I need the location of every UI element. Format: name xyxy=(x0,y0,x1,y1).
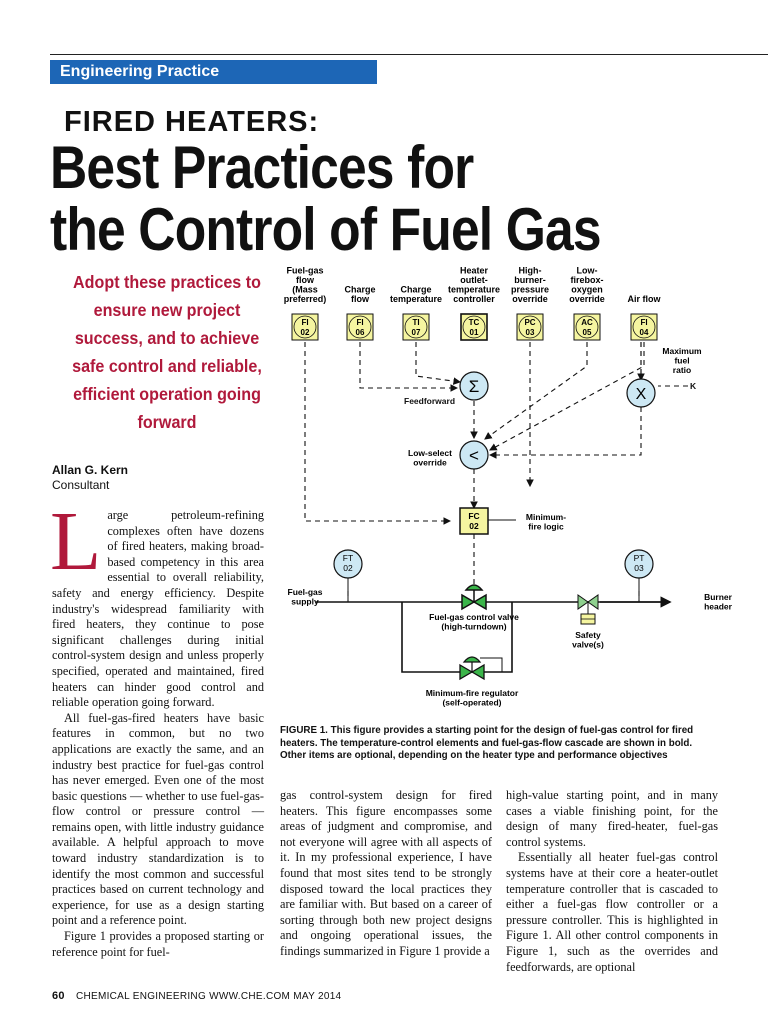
supply-label-line: supply xyxy=(291,596,319,607)
instrument-tag: FI xyxy=(640,318,648,327)
instrument-number: 06 xyxy=(355,328,365,337)
low-select-symbol: < xyxy=(469,446,479,465)
sv-label-line: Safety xyxy=(575,630,601,640)
paragraph: arge petroleum-refining complexes often have dozens of fired heaters, making broad-based competency in this area essential to overall reliability, safety and energy efficiency. Despite industry's widespread familiarity with fired heaters, they continue to pose significant challenges during initial control-system design and unless properly specified, operated and maintained, fired heaters can hinder good control and reliable operation going forward. xyxy=(52,508,264,710)
instrument-label: Charge xyxy=(400,284,432,295)
reg-label-line: (self-operated) xyxy=(442,697,502,708)
instrument-number: 01 xyxy=(469,328,479,337)
instrument-label: controller xyxy=(453,294,495,304)
instrument-label: flow xyxy=(296,275,314,285)
cv-label-line: Fuel-gas control valve xyxy=(429,612,519,622)
ratio-label-line: Maximum xyxy=(662,346,702,356)
fc-02-tag: FC xyxy=(468,511,480,521)
instrument-label: Charge xyxy=(344,284,376,295)
instrument-tag: AC xyxy=(581,318,593,327)
ratio-label-line: fuel xyxy=(674,355,690,366)
safety-valve-label xyxy=(572,630,604,650)
footer-publication: CHEMICAL ENGINEERING WWW.CHE.COM MAY 2014 xyxy=(75,991,342,1002)
instrument-number: 05 xyxy=(582,328,592,337)
figure-caption-text: This figure provides a starting point for the design of fuel-gas control for fired heaters. The temperature-control elements and fuel-gas-flow cascade are shown in bold. Other items are optional, depending on the heater type and performance objectives xyxy=(280,725,694,761)
instrument-label: (Mass xyxy=(292,284,318,295)
body-column-3 xyxy=(506,788,718,975)
title-kicker: FIRED HEATERS: xyxy=(64,106,320,138)
instrument-label: override xyxy=(512,294,548,304)
fc-02-number: 02 xyxy=(469,521,479,531)
pt-03-number: 03 xyxy=(634,563,644,573)
ratio-label-line: ratio xyxy=(672,365,692,375)
regulator-label xyxy=(426,688,519,708)
fuel-gas-control-diagram xyxy=(270,262,768,720)
multiplier-symbol: X xyxy=(635,386,647,403)
instrument-label: oxygen xyxy=(571,284,603,295)
min-fire-logic-label xyxy=(526,512,566,532)
feedforward-label: Feedforward xyxy=(404,396,456,406)
instrument-tag: PC xyxy=(524,318,536,327)
instrument-label: Heater xyxy=(459,265,489,276)
burner-label-line: Burner xyxy=(704,592,732,602)
author-name: Allan G. Kern xyxy=(52,463,129,477)
page-number: 60 xyxy=(52,990,65,1002)
paragraph: Essentially all heater fuel-gas control systems have at their core a heater-outlet temperature controller that is cascaded to either a fuel-gas flow controller or a pressure controller. This is highlighted in Figure 1. All other control components in Figure 1, such as the overrides and feedforwards, are optional xyxy=(506,850,718,974)
ft-02-tag: FT xyxy=(342,553,354,563)
instrument-tag: FI xyxy=(301,318,309,327)
instrument-label: burner- xyxy=(514,275,546,285)
paragraph: gas control-system design for fired heaters. This figure encompasses some areas of judgment and compromise, and not everyone will agree with all aspects of it. In my professional experience, I have found that most sites tend to be strongly disposed toward the local practices they are familiar with. But based on a career of sorting through both new project designs and ongoing operational issues, the findings summarized in Figure 1 provide a xyxy=(280,788,492,958)
instrument-label: Air flow xyxy=(627,294,661,304)
ls-label-line: Low-select xyxy=(408,448,452,458)
instrument-number: 03 xyxy=(525,328,535,337)
cv-label-line: (high-turndown) xyxy=(441,621,507,632)
reg-label-line: Minimum-fire regulator xyxy=(425,688,519,698)
ft-02-number: 02 xyxy=(343,563,353,573)
instrument-label: outlet- xyxy=(460,275,488,285)
max-fuel-ratio-label xyxy=(662,346,702,375)
instrument-number: 02 xyxy=(300,328,310,337)
instrument-tag: FI xyxy=(356,318,364,327)
instrument-label: Low- xyxy=(576,265,598,276)
section-banner: Engineering Practice xyxy=(50,60,377,84)
paragraph: high-value starting point, and in many cases a viable finishing point, for the design of many fired-heater, fuel-gas control systems. xyxy=(506,788,718,849)
fuel-supply-label xyxy=(288,587,323,607)
page-footer xyxy=(52,990,341,1002)
low-select-label xyxy=(408,448,452,468)
figure-label: FIGURE 1. xyxy=(280,725,328,736)
burner-label-line: header xyxy=(704,601,732,612)
instrument-number: 07 xyxy=(411,328,421,337)
page-title xyxy=(50,134,601,263)
drop-cap: L xyxy=(50,495,102,588)
instrument-label: flow xyxy=(351,294,369,304)
instrument-number: 04 xyxy=(639,328,649,337)
paragraph: All fuel-gas-fired heaters have basic features in common, but no two applications are exactly the same, and an industry best practice for fuel-gas control has never emerged. Even one of the most basic questions — whether to use fuel-gas-flow control or pressure control — remains open, with little industry guidance available. A helpful approach to move toward industry standardization is to identify the most common and successful practices based on current technology and experience, for use as a design starting point and a reference point. xyxy=(52,710,264,928)
paragraph: Figure 1 provides a proposed starting or reference point for fuel- xyxy=(52,929,264,959)
mfl-label-line: Minimum- xyxy=(525,512,567,522)
instrument-label: override xyxy=(569,294,605,304)
instrument-label: High- xyxy=(518,265,542,276)
author-affiliation: Consultant xyxy=(52,478,110,492)
body-column-1 xyxy=(50,495,264,960)
title-line-1: Best Practices for xyxy=(50,134,474,201)
sv-label-line: valve(s) xyxy=(572,639,604,650)
instrument-tag: TC xyxy=(468,318,480,327)
title-line-2: the Control of Fuel Gas xyxy=(50,196,601,263)
burner-header-label xyxy=(704,592,733,612)
article-deck: Adopt these practices to ensure new project success, and to achieve safe control and reliable, efficient operation going forward xyxy=(72,272,262,432)
supply-label-line: Fuel-gas xyxy=(287,587,323,597)
summer-symbol: Σ xyxy=(468,377,480,396)
control-valve-label xyxy=(429,612,519,632)
instrument-label: temperature xyxy=(389,294,443,304)
instrument-label: firebox- xyxy=(570,275,604,285)
instrument-label: Fuel-gas xyxy=(286,265,324,276)
instrument-tag: TI xyxy=(412,318,420,327)
instrument-label: pressure xyxy=(510,284,550,295)
body-column-2 xyxy=(280,788,492,960)
figure-caption xyxy=(280,725,714,763)
pt-03-tag: PT xyxy=(633,553,645,563)
k-label: K xyxy=(690,381,697,391)
instrument-label: preferred) xyxy=(283,294,327,304)
ls-label-line: override xyxy=(413,457,447,468)
header-rule xyxy=(50,54,768,55)
instrument-label: temperature xyxy=(447,284,501,295)
mfl-label-line: fire logic xyxy=(528,521,564,532)
